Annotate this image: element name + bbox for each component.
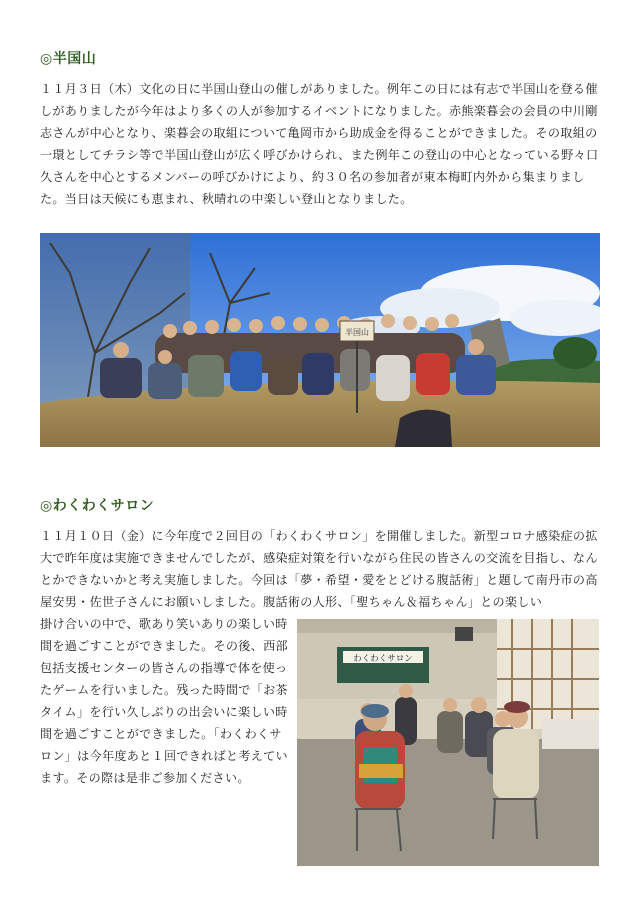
hiking-group-photo xyxy=(40,233,600,447)
section-body-salon: １１月１０日（金）に今年度で２回目の「わくわくサロン」を開催しました。新型コロナ感染症の拡大で昨年度は実施できませんでしたが、感染症対策を行いながら住民の皆さんの交流を目指し、なんとかできないかと考え実施しました。今回は「夢・希望・愛をとどける腹話術」と題して南丹市の高屋安男・佐世子さんにお願いしました。腹話術の人形、「聖ちゃん＆福ちゃん」との楽しい xyxy=(40,529,598,609)
summit-sign-label: 半国山 xyxy=(345,328,369,337)
section-body-hangokusan: １１月３日（木）文化の日に半国山登山の催しがありました。例年この日には有志で半国山を登る催しがありましたが今年はより多くの人が参加するイベントになりました。赤熊楽暮会の会員の中川剛志さんが中心となり、楽暮会の取組について亀岡市から助成金を得ることができました。その取組の一環としてチラシ等で半国山登山が広く呼びかけられ、また例年この登山の中心となっている野々口 久さんを中心とするメンバーの呼びかけにより、約３０名の参加者が東本梅町内外から集まりました。当日は天候にも恵まれ、秋晴れの中楽しい登山となりました。 xyxy=(40,82,611,206)
section-body-salon-continued: 掛け合いの中で、歌あり笑いありの楽しい時間を過ごすことができました。その後、西部包括支援センターの皆さんの指導で体を使ったゲームを行いました。残った時間で「お茶タイム」を行い久しぶりの出会いに楽しい時間を過ごすことができました。「わくわくサロン」は今年度あと１回できればと考えています。その際は是非ご参加ください。 xyxy=(40,617,288,785)
salon-banner-label: わくわくサロン xyxy=(353,654,413,664)
section-heading-salon: ◎わくわくサロン xyxy=(40,498,155,514)
salon-event-photo xyxy=(297,619,599,866)
section-heading-hangokusan: ◎半国山 xyxy=(40,51,97,67)
